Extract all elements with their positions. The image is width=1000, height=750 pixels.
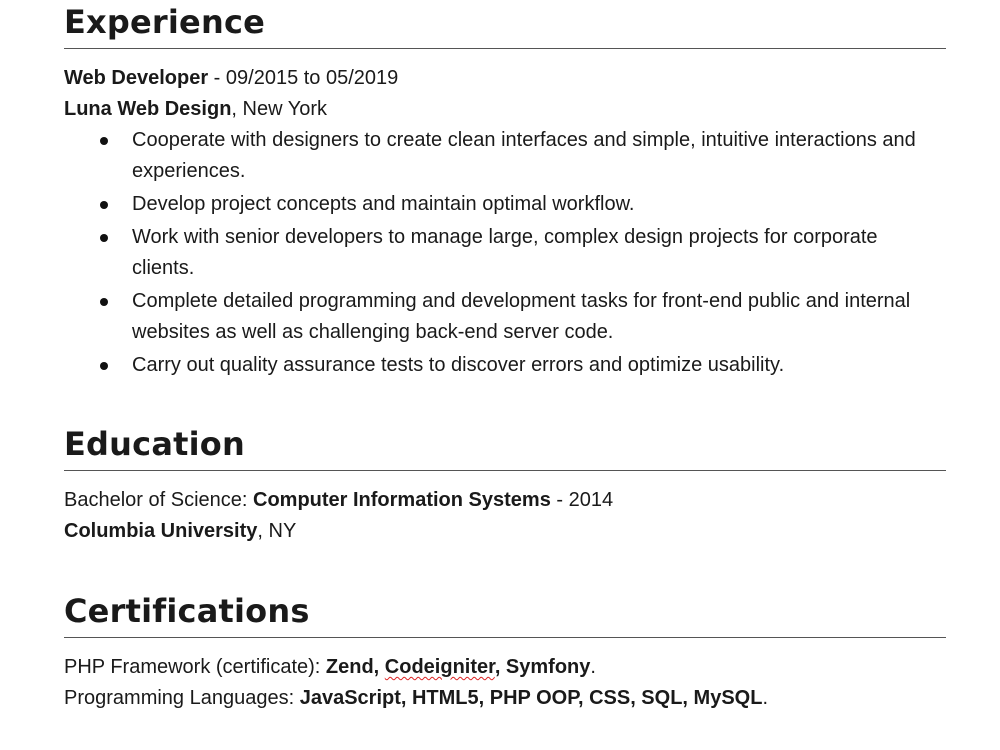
certifications-section <box>64 591 946 714</box>
certifications-heading: Certifications <box>64 591 946 638</box>
list-item-text: Cooperate with designers to create clean interfaces and simple, intuitive interactions and experiences. <box>132 129 916 182</box>
experience-heading: Experience <box>64 2 946 49</box>
list-item-text: Carry out quality assurance tests to discover errors and optimize usability. <box>132 354 785 376</box>
list-item-text: Complete detailed programming and development tasks for front-end public and internal websites as well as challenging back-end server code. <box>132 290 911 343</box>
job-dates: - 09/2015 to 05/2019 <box>208 67 399 89</box>
list-item <box>64 222 932 284</box>
school-location: , NY <box>257 520 297 542</box>
list-item <box>64 189 932 220</box>
company-name: Luna Web Design <box>64 98 232 120</box>
education-section <box>64 424 946 547</box>
list-item-text: Develop project concepts and maintain optimal workflow. <box>132 193 635 215</box>
education-heading: Education <box>64 424 946 471</box>
list-item <box>64 125 932 187</box>
framework-symfony: , Symfony <box>494 656 591 678</box>
list-item <box>64 350 932 381</box>
degree-prefix: Bachelor of Science: <box>64 489 253 511</box>
degree-year: - 2014 <box>550 489 614 511</box>
bullet-icon <box>100 234 108 242</box>
framework-line <box>64 652 946 683</box>
school-name: Columbia University <box>64 520 258 542</box>
framework-codeigniter: Codeigniter <box>384 656 495 678</box>
degree-line <box>64 485 946 516</box>
list-item <box>64 286 932 348</box>
job-title: Web Developer <box>64 67 209 89</box>
languages-line <box>64 683 946 714</box>
framework-zend: Zend, <box>325 656 385 678</box>
experience-section <box>64 2 946 383</box>
bullet-icon <box>100 201 108 209</box>
responsibilities-list <box>64 125 946 381</box>
languages-list: JavaScript, HTML5, PHP OOP, CSS, SQL, MySQL <box>299 687 763 709</box>
company-line <box>64 94 946 125</box>
company-location: , New York <box>231 98 328 120</box>
framework-end: . <box>590 656 596 678</box>
languages-prefix: Programming Languages: <box>64 687 300 709</box>
languages-end: . <box>762 687 768 709</box>
degree-field: Computer Information Systems <box>253 489 551 511</box>
bullet-icon <box>100 137 108 145</box>
job-title-line <box>64 63 946 94</box>
framework-prefix: PHP Framework (certificate): <box>64 656 326 678</box>
bullet-icon <box>100 298 108 306</box>
school-line <box>64 516 946 547</box>
list-item-text: Work with senior developers to manage large, complex design projects for corporate clients. <box>132 226 878 279</box>
bullet-icon <box>100 362 108 370</box>
